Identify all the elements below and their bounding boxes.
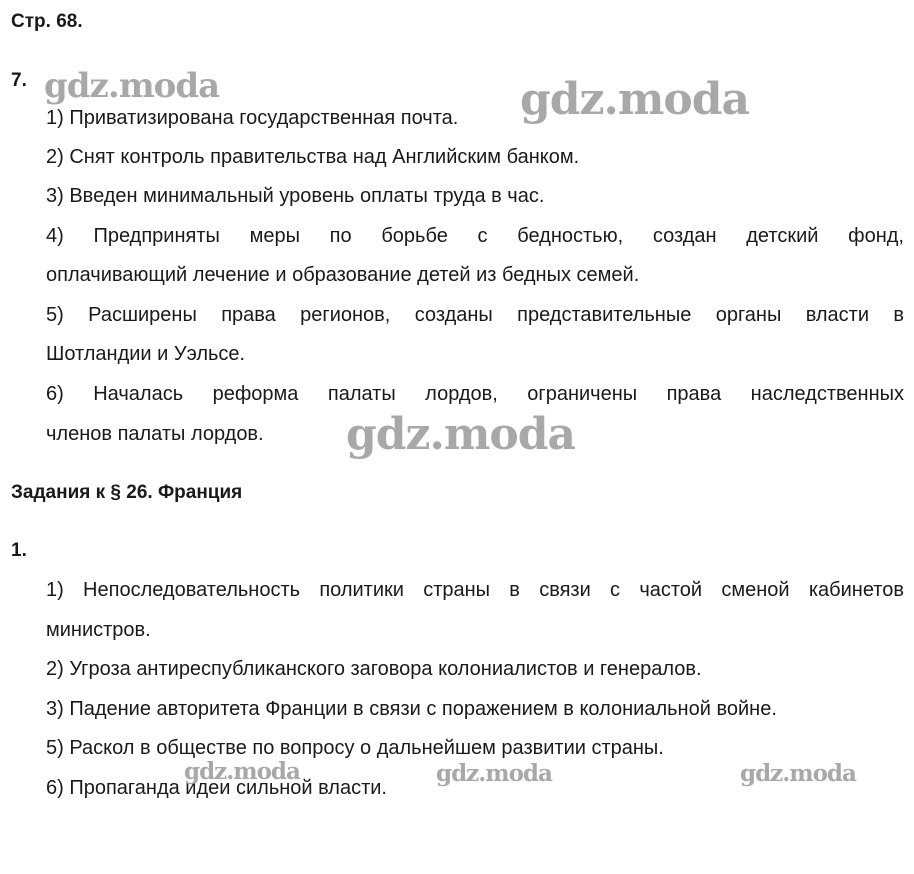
watermark: gdz.moda (436, 760, 552, 787)
task-7-item-4-line-1: 4) Предприняты меры по борьбе с бедностью, создан детский фонд, (46, 225, 904, 247)
watermark: gdz.moda (44, 66, 220, 106)
watermark: gdz.moda (520, 74, 750, 125)
task-1-item-5: 5) Раскол в обществе по вопросу о дальнейшем развитии страны. (46, 737, 664, 759)
task-1-item-2: 2) Угроза антиреспубликанского заговора колониалистов и генералов. (46, 658, 702, 680)
task-7-item-5-line-2: Шотландии и Уэльсе. (46, 343, 246, 365)
task-7-item-6-line-2: членов палаты лордов. (46, 423, 264, 445)
task-7-number: 7. (11, 70, 27, 91)
watermark: gdz.moda (184, 758, 300, 785)
task-1-item-6: 6) Пропаганда идеи сильной власти. (46, 777, 387, 799)
task-1-number: 1. (11, 540, 27, 561)
page-label: Стр. 68. (11, 11, 83, 32)
task-7-item-5-line-1: 5) Расширены права регионов, созданы представительные органы власти в (46, 304, 904, 326)
task-7-item-3: 3) Введен минимальный уровень оплаты труда в час. (46, 185, 545, 207)
task-1-item-3: 3) Падение авторитета Франции в связи с поражением в колониальной войне. (46, 698, 777, 720)
task-1-item-1-line-2: министров. (46, 619, 151, 641)
task-1-item-1-line-1: 1) Непоследовательность политики страны в связи с частой сменой кабинетов (46, 579, 904, 601)
watermark: gdz.moda (740, 760, 856, 787)
task-7-item-4-line-2: оплачивающий лечение и образование детей из бедных семей. (46, 264, 640, 286)
task-7-item-1: 1) Приватизирована государственная почта. (46, 107, 459, 129)
task-7-item-6-line-1: 6) Началась реформа палаты лордов, ограничены права наследственных (46, 383, 904, 405)
task-7-item-2: 2) Снят контроль правительства над Английским банком. (46, 146, 580, 168)
section-title: Задания к § 26. Франция (11, 482, 243, 503)
watermark: gdz.moda (346, 409, 576, 460)
